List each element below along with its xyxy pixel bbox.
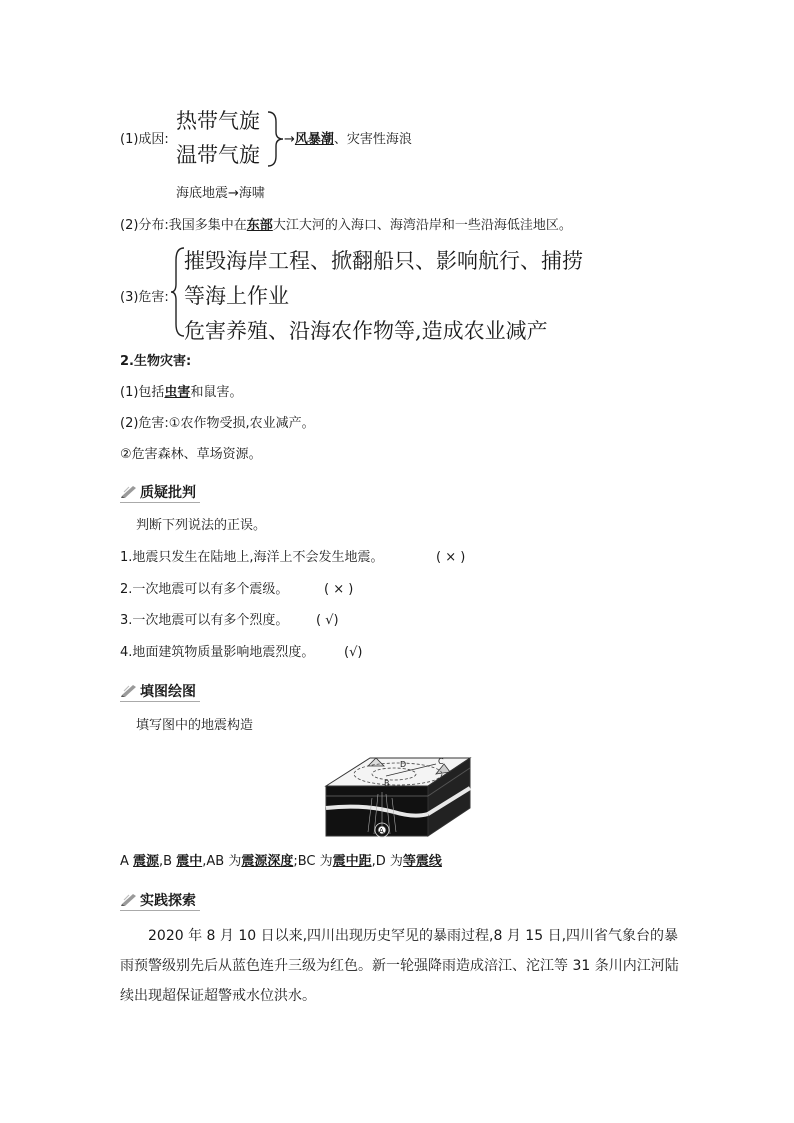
harm-item-1: 摧毁海岸工程、掀翻船只、影响航行、捕捞 — [184, 249, 583, 273]
ans-part: ,AB 为 — [202, 854, 242, 869]
bio-includes — [120, 385, 242, 401]
result-rest: 、灾害性海浪 — [333, 132, 412, 147]
bio-includes-prefix: (1)包括 — [120, 385, 165, 400]
epicentral-distance-answer: 震中距 — [332, 854, 372, 869]
ans-part: ,B — [159, 854, 177, 869]
judge-item — [120, 645, 314, 661]
cause-result — [284, 132, 412, 148]
pencil-icon — [120, 891, 138, 907]
cause-label: (1)成因: — [120, 132, 169, 147]
practice-title-underline — [120, 910, 200, 911]
judge-item-text: 4.地面建筑物质量影响地震烈度。 — [120, 645, 315, 660]
cause-tropical-cyclone: 热带气旋 — [176, 109, 260, 133]
diagram-answer-line — [120, 854, 442, 870]
label-b: B — [384, 779, 390, 788]
distribution-rest: 大江大河的入海口、海湾沿岸和一些沿海低洼地区。 — [272, 218, 572, 233]
judge-title-underline — [120, 502, 200, 503]
judge-item-mark: ( × ) — [436, 550, 466, 565]
ans-part: A — [120, 854, 134, 869]
judge-item — [120, 550, 384, 566]
distribution-prefix: (2)分布:我国多集中在 — [120, 218, 247, 233]
harm-item-3: 危害养殖、沿海农作物等,造成农业减产 — [184, 319, 548, 343]
fill-intro: 填写图中的地震构造 — [136, 718, 254, 733]
bio-harm-2: ②危害森林、草场资源。 — [120, 447, 262, 462]
focal-depth-answer: 震源深度 — [241, 854, 294, 869]
distribution-line — [120, 218, 572, 234]
label-a: A — [379, 827, 384, 835]
practice-paragraph: 2020 年 8 月 10 日以来,四川出现历史罕见的暴雨过程,8 月 15 日,四川省气象台的暴雨预警级别先后从蓝色连升三级为红色。新一轮强降雨造成涪江、沱江等 31 条川内江河陆续出现超保证超警戒水位洪水。 — [120, 928, 679, 1004]
fill-section-title: 填图绘图 — [140, 684, 196, 700]
label-c: C — [438, 757, 444, 766]
earthquake-structure-diagram — [324, 752, 472, 838]
storm-surge-answer: 风暴潮 — [294, 132, 334, 147]
pest-answer: 虫害 — [164, 385, 191, 400]
epicenter-answer: 震中 — [176, 854, 203, 869]
practice-section-title: 实践探索 — [140, 893, 196, 909]
judge-item-text: 1.地震只发生在陆地上,海洋上不会发生地震。 — [120, 550, 384, 565]
harm-label: (3)危害: — [120, 290, 169, 305]
bio-includes-rest: 和鼠害。 — [190, 385, 243, 400]
judge-section-title: 质疑批判 — [140, 485, 196, 501]
judge-item — [120, 582, 288, 598]
harm-item-2: 等海上作业 — [184, 284, 289, 308]
judge-item-mark: ( √) — [316, 613, 339, 628]
cause-temperate-cyclone: 温带气旋 — [176, 143, 260, 167]
focus-answer: 震源 — [133, 854, 160, 869]
fill-title-underline — [120, 701, 200, 702]
pencil-icon — [120, 682, 138, 698]
pencil-icon — [120, 483, 138, 499]
judge-intro: 判断下列说法的正误。 — [136, 518, 267, 533]
right-brace-icon — [266, 110, 286, 168]
judge-item-mark: ( × ) — [324, 582, 354, 597]
arrow-glyph: → — [284, 132, 295, 147]
tsunami-line: 海底地震→海啸 — [176, 186, 265, 201]
ans-part: ,D 为 — [371, 854, 403, 869]
bio-disaster-title: 2.生物灾害: — [120, 354, 192, 369]
ans-part: ;BC 为 — [293, 854, 333, 869]
judge-item-text: 2.一次地震可以有多个震级。 — [120, 582, 289, 597]
bio-harm-1: (2)危害:①农作物受损,农业减产。 — [120, 416, 315, 431]
label-d: D — [400, 760, 407, 769]
isoseismal-answer: 等震线 — [402, 854, 442, 869]
east-answer: 东部 — [246, 218, 273, 233]
judge-item — [120, 613, 288, 629]
judge-item-mark: (√) — [344, 645, 363, 660]
judge-item-text: 3.一次地震可以有多个烈度。 — [120, 613, 289, 628]
